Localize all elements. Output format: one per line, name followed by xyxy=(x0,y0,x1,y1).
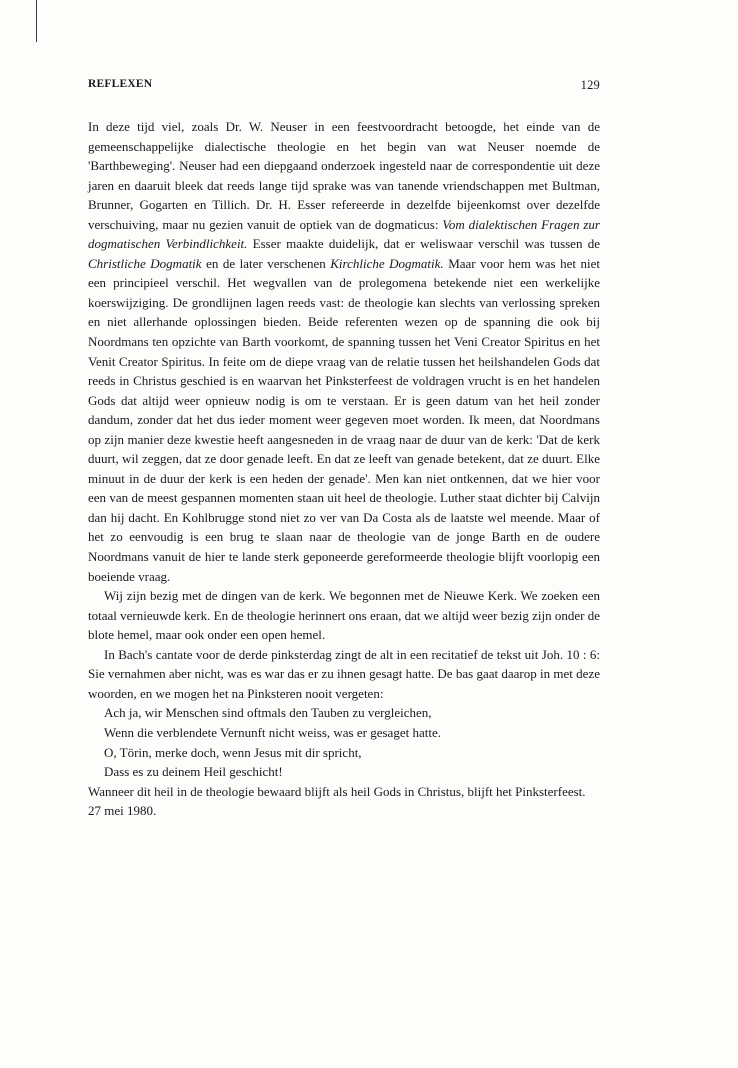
paragraph-1-part-2: Esser maakte duidelijk, dat er weliswaar verschil was tussen de xyxy=(247,236,600,252)
paragraph-3: In Bach's cantate voor de derde pinksterdag zingt de alt in een recitatief de tekst uit Joh. 10 : 6: Sie vernahmen aber nicht, was es war das er zu ihnen gesagt hatte. De bas gaat daarop in met deze woorden, en we mogen het na Pinksteren nooit vergeten: xyxy=(88,646,600,701)
book-title-vom-dialektischen: Vom dialektischen Fragen zur dogmatischen Verbindlichkeit. xyxy=(88,216,600,252)
running-title: REFLEXEN xyxy=(88,78,153,90)
article-body xyxy=(88,117,600,821)
closing-paragraph: Wanneer dit heil in de theologie bewaard blijft als heil Gods in Christus, blijft het Pinksterfeest. xyxy=(88,783,586,799)
cantata-quote xyxy=(88,703,600,781)
poem-line: Ach ja, wir Menschen sind oftmals den Tauben zu vergleichen, xyxy=(104,705,432,721)
page-edge-line xyxy=(36,0,37,42)
paragraph-1-part-4: Maar voor hem was het niet een principieel verschil. Het wegvallen van de prolegomena betekende niet een werkelijke koerswijziging. De grondlijnen lagen reeds vast: de theologie kan slechts van verlossing spreken en niet allerhande oplossingen bieden. Beide referenten wezen op de spanning die ook bij Noordmans ten opzichte van Barth voorkomt, de spanning tussen het Veni Creator Spiritus en het Venit Creator Spiritus. In feite om de diepe vraag van de relatie tussen het heilshandelen Gods dat reeds in Christus geschied is en waarvan het Pinksterfeest de voldragen vrucht is en het handelen Gods dat altijd weer opnieuw nodig is om te verstaan. Er is geen datum van het heil zonder dandum, zonder dat het dus ieder moment weer gegeven moet worden. Ik meen, dat Noordmans op zijn manier deze kwestie heeft aangesneden in de vraag naar de duur van de kerk: 'Dat de kerk duurt, wil zeggen, dat ze door genade leeft. En dat ze leeft van genade betekent, dat ze duurt. Elke minuut in de duur der kerk is een heden der genade'. Men kan niet ontkennen, dat we hier voor een van de meest gespannen momenten staan uit heel de theologie. Luther staat dichter bij Calvijn dan hij dacht. En Kohlbrugge stond niet zo ver van Da Costa als de laatste wel meende. Maar of het zo eenvoudig is een brug te slaan naar de theologie van de jonge Barth en de oudere Noordmans vanuit de hier te lande sterk geponeerde gereformeerde theologie blijft voorlopig een boeiende vraag. xyxy=(88,255,601,584)
running-header xyxy=(88,78,600,94)
book-title-kirchliche-dogmatik: Kirchliche Dogmatik. xyxy=(330,255,444,271)
book-title-christliche-dogmatik: Christliche Dogmatik xyxy=(88,255,202,271)
paragraph-1-part-3: en de later verschenen xyxy=(201,255,331,271)
poem-line: O, Törin, merke doch, wenn Jesus mit dir spricht, xyxy=(104,744,362,760)
paragraph-2: Wij zijn bezig met de dingen van de kerk. We begonnen met de Nieuwe Kerk. We zoeken een totaal vernieuwde kerk. En de theologie herinnert ons eraan, dat we altijd weer bezig zijn onder de blote hemel, maar ook onder een open hemel. xyxy=(88,588,600,643)
date-line: 27 mei 1980. xyxy=(88,803,157,819)
paragraph-1 xyxy=(88,117,600,586)
paragraph-1-part-1: In deze tijd viel, zoals Dr. W. Neuser in een feestvoordracht betoogde, het einde van de gemeenschappelijke dialectische theologie en het begin van wat Neuser noemde de 'Barthbeweging'. Neuser had een diepgaand onderzoek ingesteld naar de correspondentie uit deze jaren en daaruit bleek dat reeds lange tijd sprake was van tanende vriendschappen met Bultman, Brunner, Gogarten en Tillich. Dr. H. Esser refereerde in dezelfde bijeenkomst over dezelfde verschuiving, maar nu gezien vanuit de optiek van de dogmaticus: xyxy=(88,119,600,232)
poem-line: Wenn die verblendete Vernunft nicht weiss, was er gesaget hatte. xyxy=(104,724,441,740)
poem-line: Dass es zu deinem Heil geschicht! xyxy=(104,764,283,780)
page-number: 129 xyxy=(580,78,600,92)
